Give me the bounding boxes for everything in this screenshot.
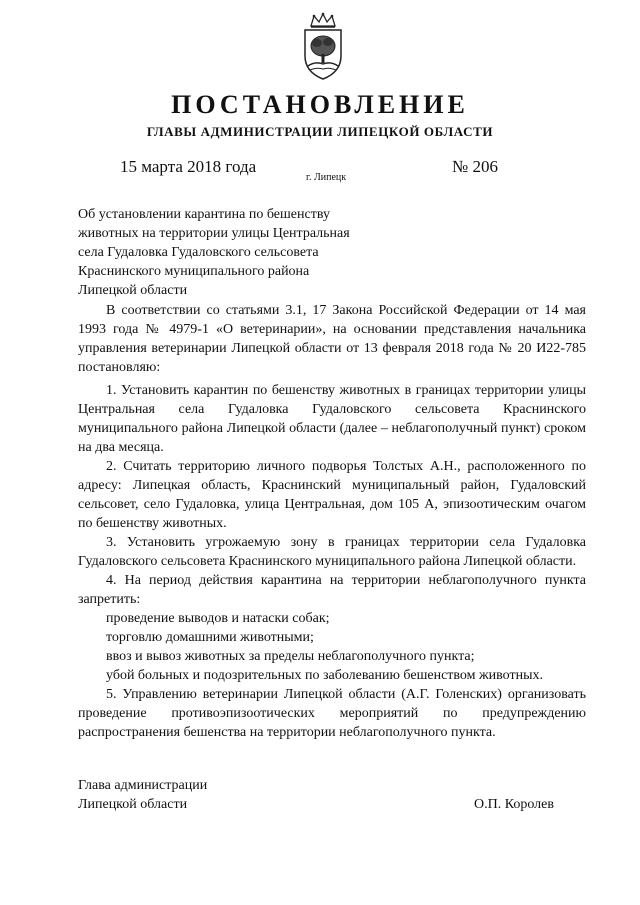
preamble-paragraph: В соответствии со статьями 3.1, 17 Закона Российской Федерации от 14 мая 1993 года № 4979-1 «О ветеринарии», на основании представления начальника управления ветеринарии Липецкой области от 13 февраля 2018 года № 20 И22-785 постановляю: — [78, 303, 586, 375]
signature-position-line: Липецкой области — [78, 797, 188, 812]
document-subject — [78, 205, 378, 300]
signature-position — [78, 776, 207, 814]
item-5: 5. Управлению ветеринарии Липецкой области (А.Г. Голенских) организовать проведение противоэпизоотических мероприятий по предупреждению распространения бешенства на территории неблагополучного пункта. — [78, 687, 586, 740]
preamble-section — [78, 301, 586, 377]
coat-of-arms-icon — [295, 12, 351, 82]
signature-position-line: Глава администрации — [78, 778, 208, 793]
item-4-sub: торговлю домашними животными; — [106, 630, 314, 645]
item-2: 2. Считать территорию личного подворья Толстых А.Н., расположенного по адресу: Липецкая область, Краснинский муниципальный район, Гудаловский сельсовет, село Гудаловка, улица Центральная, дом 105 А, эпизоотическим очагом по бешенству животных. — [78, 459, 586, 531]
subject-line: села Гудаловка Гудаловского сельсовета — [78, 245, 319, 260]
document-number: № 206 — [452, 157, 498, 176]
resolution-items — [78, 381, 586, 742]
document-date: 15 марта 2018 года — [120, 157, 257, 176]
item-4-sub: убой больных и подозрительных по заболеванию бешенством животных. — [106, 668, 544, 683]
issuing-authority: ГЛАВЫ АДМИНИСТРАЦИИ ЛИПЕЦКОЙ ОБЛАСТИ — [146, 124, 494, 139]
item-4-sub: ввоз и вывоз животных за пределы неблагополучного пункта; — [106, 649, 475, 664]
item-3: 3. Установить угрожаемую зону в границах территории села Гудаловка Гудаловского сельсовета Краснинского муниципального района Липецкой области. — [78, 535, 586, 569]
subject-line: Об установлении карантина по бешенству — [78, 207, 330, 222]
subject-line: Краснинского муниципального района — [78, 264, 310, 279]
item-1: 1. Установить карантин по бешенству животных в границах территории улицы Центральная села Гудаловка Гудаловского сельсовета Краснинского муниципального района Липецкой области (далее – неблагополучный пункт) сроком на два месяца. — [78, 383, 586, 455]
subject-line: животных на территории улицы Центральная — [78, 226, 350, 241]
subject-line: Липецкой области — [78, 283, 188, 298]
document-city: г. Липецк — [306, 172, 347, 183]
item-4: 4. На период действия карантина на территории неблагополучного пункта запретить: — [78, 573, 586, 607]
item-4-sub: проведение выводов и натаски собак; — [106, 611, 330, 626]
signature-name: О.П. Королев — [474, 797, 554, 812]
document-type-title: ПОСТАНОВЛЕНИЕ — [171, 90, 469, 119]
